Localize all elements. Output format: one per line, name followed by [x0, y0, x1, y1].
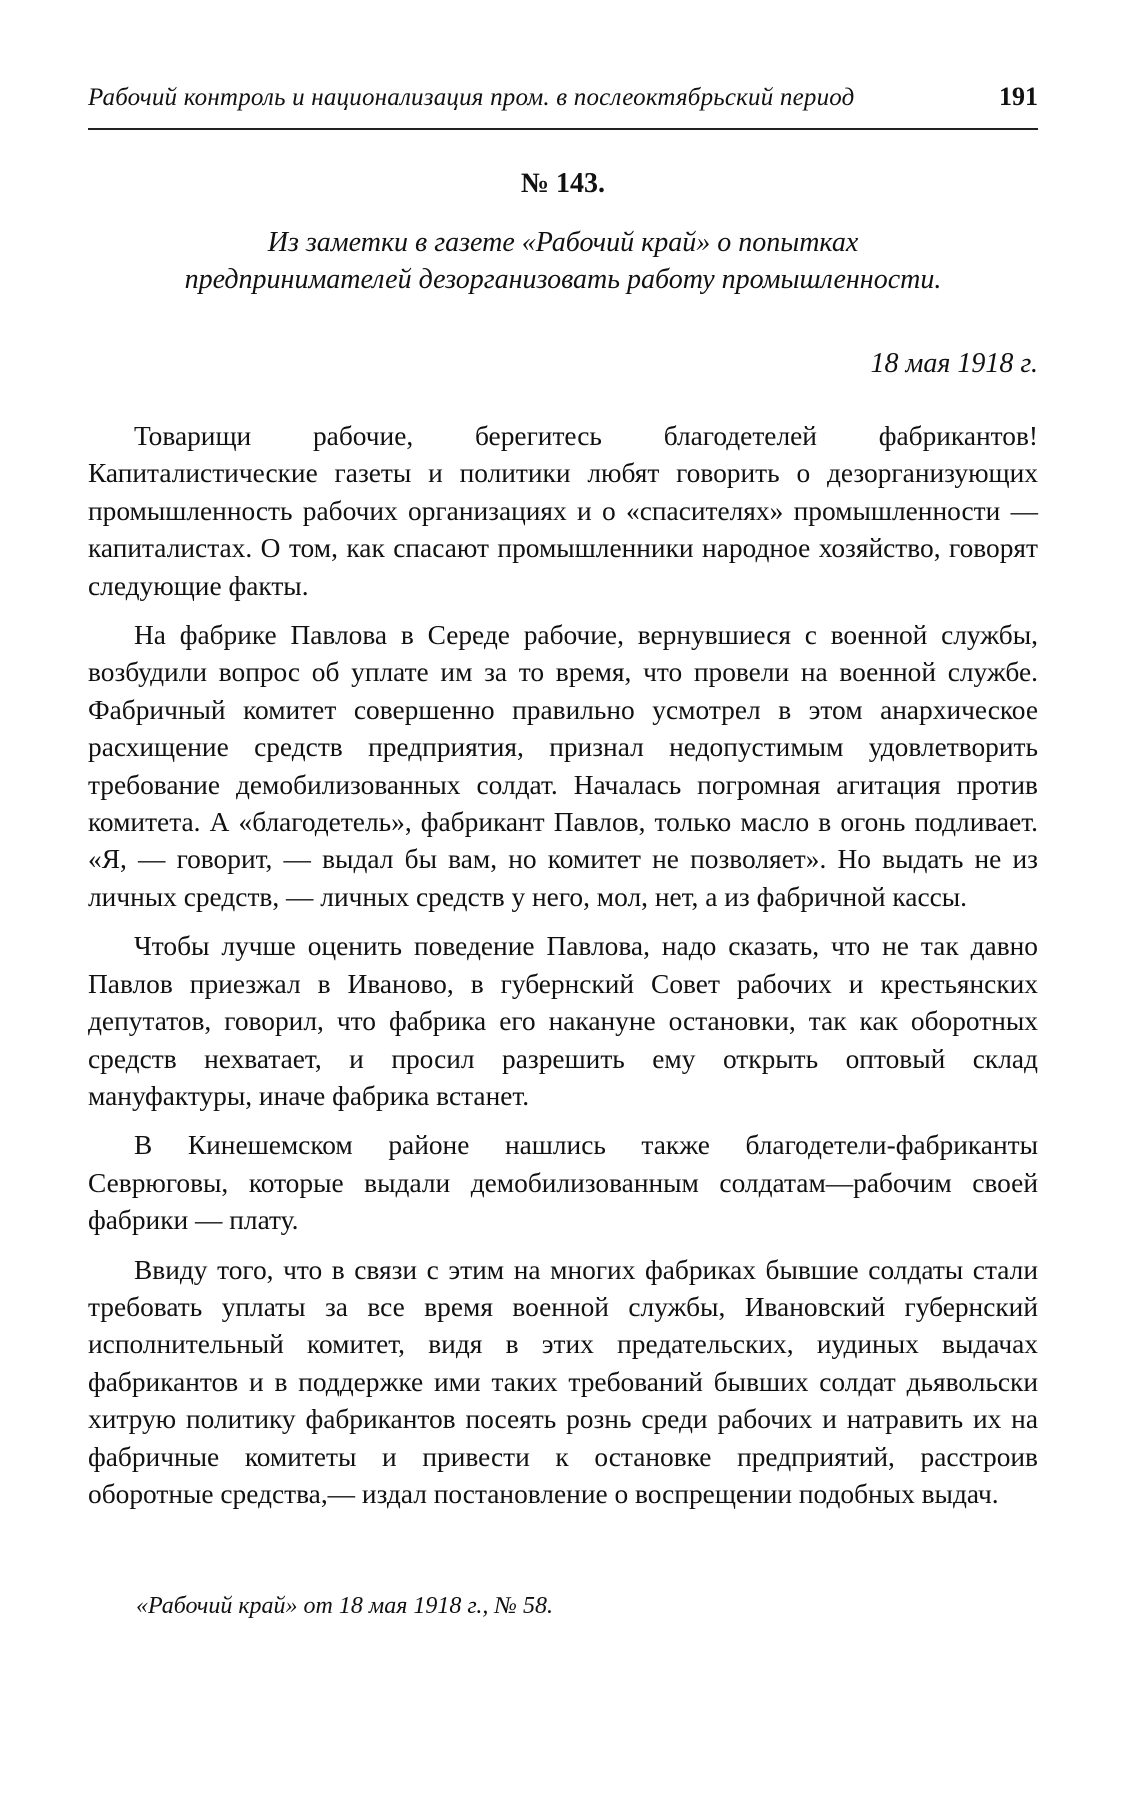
document-body [88, 418, 1038, 1525]
document-page [88, 0, 1038, 1808]
document-heading: Из заметки в газете «Рабочий край» о попытках предпринимателей дезорганизовать работу промышленности. [184, 227, 942, 295]
body-paragraph: Ввиду того, что в связи с этим на многих фабриках бывшие солдаты стали требовать уплаты за все время военной службы, Ивановский губернский исполнительный комитет, видя в этих предательских, иудиных выдачах фабрикантов и в поддержке ими таких требований бывших солдат дьявольски хитрую политику фабрикантов посеять рознь среди рабочих и натравить их на фабричные комитеты и привести к остановке предприятий, расстроив оборотные средства,— издал постановление о воспрещении подобных выдач. [88, 1254, 1038, 1509]
document-date: 18 мая 1918 г. [870, 348, 1038, 379]
running-head-title: Рабочий контроль и национализация пром. в послеоктябрьский период [88, 84, 855, 111]
document-number: № 143. [520, 168, 606, 199]
header-rule [88, 128, 1038, 130]
source-citation: «Рабочий край» от 18 мая 1918 г., № 58. [136, 1593, 554, 1619]
body-paragraph: Чтобы лучше оценить поведение Павлова, надо сказать, что не так давно Павлов приезжал в Иваново, в губернский Совет рабочих и крестьянских депутатов, говорил, что фабрика его накануне остановки, так как оборотных средств нехватает, и просил разрешить ему открыть оптовый склад мануфактуры, иначе фабрика встанет. [88, 931, 1038, 1111]
body-paragraph: Товарищи рабочие, берегитесь благодетелей фабрикантов! Капиталистические газеты и политики любят говорить о дезорганизующих промышленность рабочих организациях и о «спасителях» промышленности — капиталистах. О том, как спасают промышленники народное хозяйство, говорят следующие факты. [88, 421, 1038, 601]
page-number: 191 [999, 82, 1038, 111]
body-paragraph: На фабрике Павлова в Середе рабочие, вернувшиеся с военной службы, возбудили вопрос об уплате им за то время, что провели на военной службе. Фабричный комитет совершенно правильно усмотрел в этом анархическое расхищение средств предприятия, признал недопустимым удовлетворить требование демобилизованных солдат. Началась погромная агитация против комитета. А «благодетель», фабрикант Павлов, только масло в огонь подливает. «Я, — говорит, — выдал бы вам, но комитет не позволяет». Но выдать не из личных средств, — личных средств у него, мол, нет, а из фабричной кассы. [88, 620, 1038, 912]
body-paragraph: В Кинешемском районе нашлись также благодетели-фабриканты Севрюговы, которые выдали демобилизованным солдатам—рабочим своей фабрики — плату. [88, 1130, 1038, 1236]
running-head [88, 84, 1038, 120]
